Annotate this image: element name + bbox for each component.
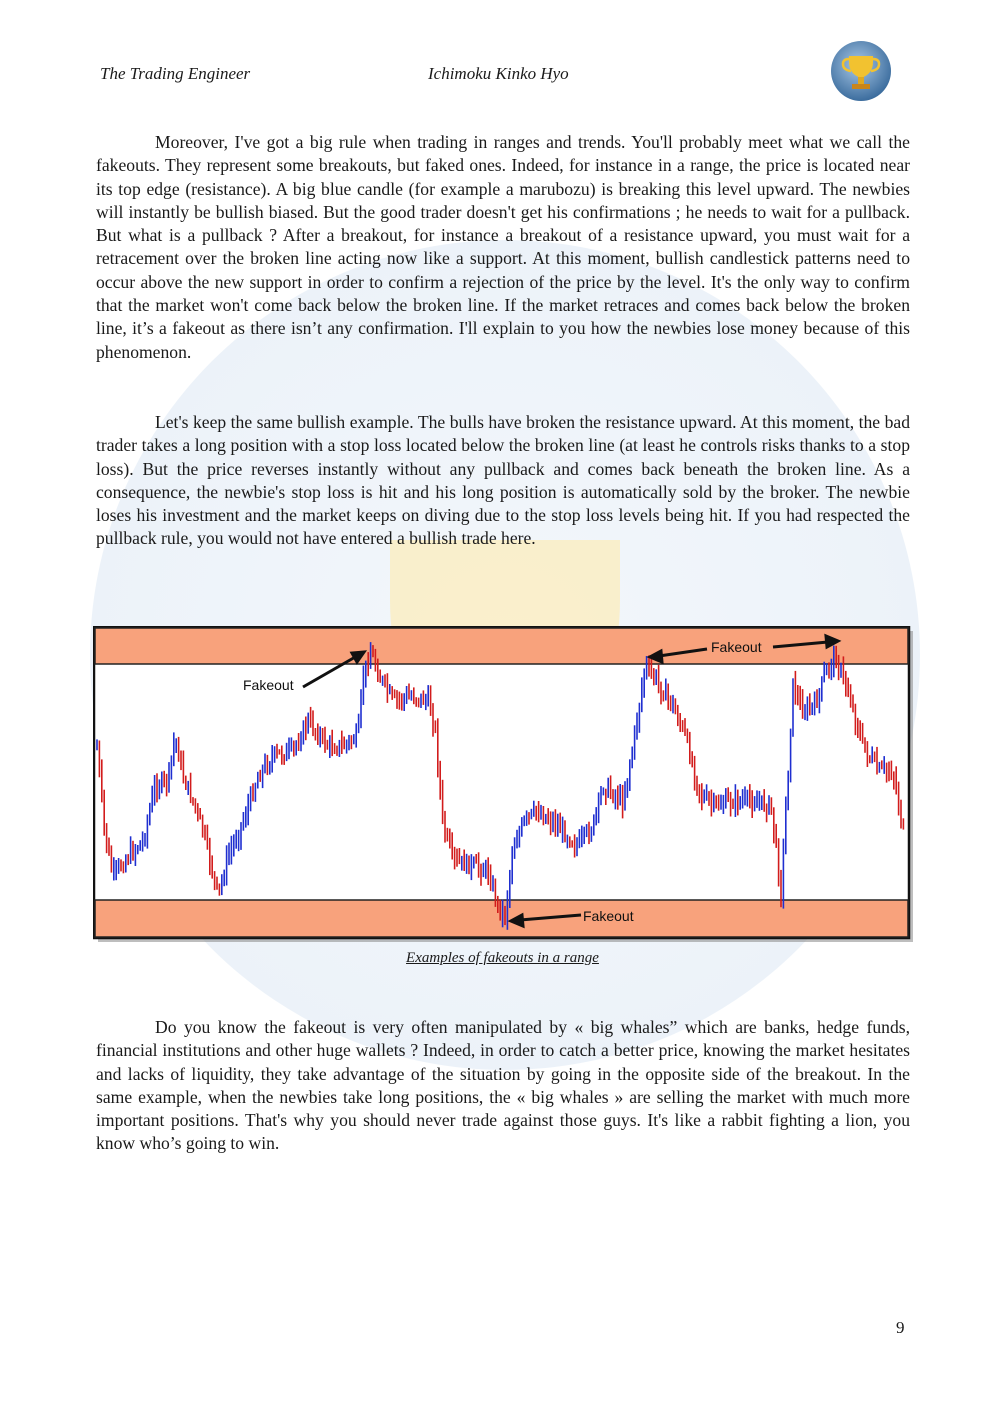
fakeout-label-bottom: Fakeout	[583, 908, 634, 924]
support-zone	[95, 900, 908, 937]
header-book-title: The Trading Engineer	[100, 64, 251, 83]
header-chapter-title: Ichimoku Kinko Hyo	[428, 64, 569, 83]
body-paragraph-2: Let's keep the same bullish example. The bulls have broken the resistance upward. At this moment, the bad trader takes a long position with a stop loss located below the broken line (at least he controls risks thanks to a stop loss). But the price reverses instantly without any pullback and comes back beneath the broken line. As a consequence, the newbie's stop loss is hit and his long position is automatically sold by the broker. The newbie loses his investment and the market keeps on diving due to the stop loss levels being hit. If you had respected the pullback rule, you would not have entered a bullish trade here.	[96, 412, 910, 549]
figure-caption: Examples of fakeouts in a range	[406, 950, 599, 966]
body-paragraph-1: Moreover, I've got a big rule when trading in ranges and trends. You'll probably meet what we call the fakeouts. They represent some breakouts, but faked ones. Indeed, for instance in a range, the price is located near its top edge (resistance). A big blue candle (for example a marubozu) is breaking this level upward. The newbies will instantly be bullish biased. But the good trader doesn't get his confirmations ; he needs to wait for a pullback. But what is a pullback ? After a breakout, for instance a breakout of a resistance upward, you must wait for a retracement over the broken line acting now like a support. At this moment, bullish candlestick patterns need to occur above the new support in order to confirm a rejection of the price by the level. It's the only way to confirm that the market won't come back below the broken line. If the market retraces and comes back below the broken line, it’s a fakeout as there isn’t any confirmation. I'll explain to you how the newbies lose money because of this phenomenon.	[96, 132, 910, 362]
trophy-icon	[830, 40, 892, 102]
fakeout-label-left: Fakeout	[243, 677, 294, 693]
page-number: 9	[896, 1318, 905, 1337]
body-paragraph-3: Do you know the fakeout is very often manipulated by « big whales” which are banks, hedge funds, financial institutions and other huge wallets ? Indeed, in order to catch a better price, knowing the market hesitates and lacks of liquidity, they take advantage of the situation by going in the opposite side of the breakout. In the same example, when the newbies take long positions, the « big whales » are selling the market with much more important positions. That's why you should never trade against those guys. It's like a rabbit fighting a lion, you know who’s going to win.	[96, 1017, 910, 1154]
page-header	[0, 58, 1005, 98]
chart-frame	[94, 627, 909, 938]
fakeout-label-top: Fakeout	[711, 639, 762, 655]
fakeout-range-chart	[93, 626, 913, 942]
